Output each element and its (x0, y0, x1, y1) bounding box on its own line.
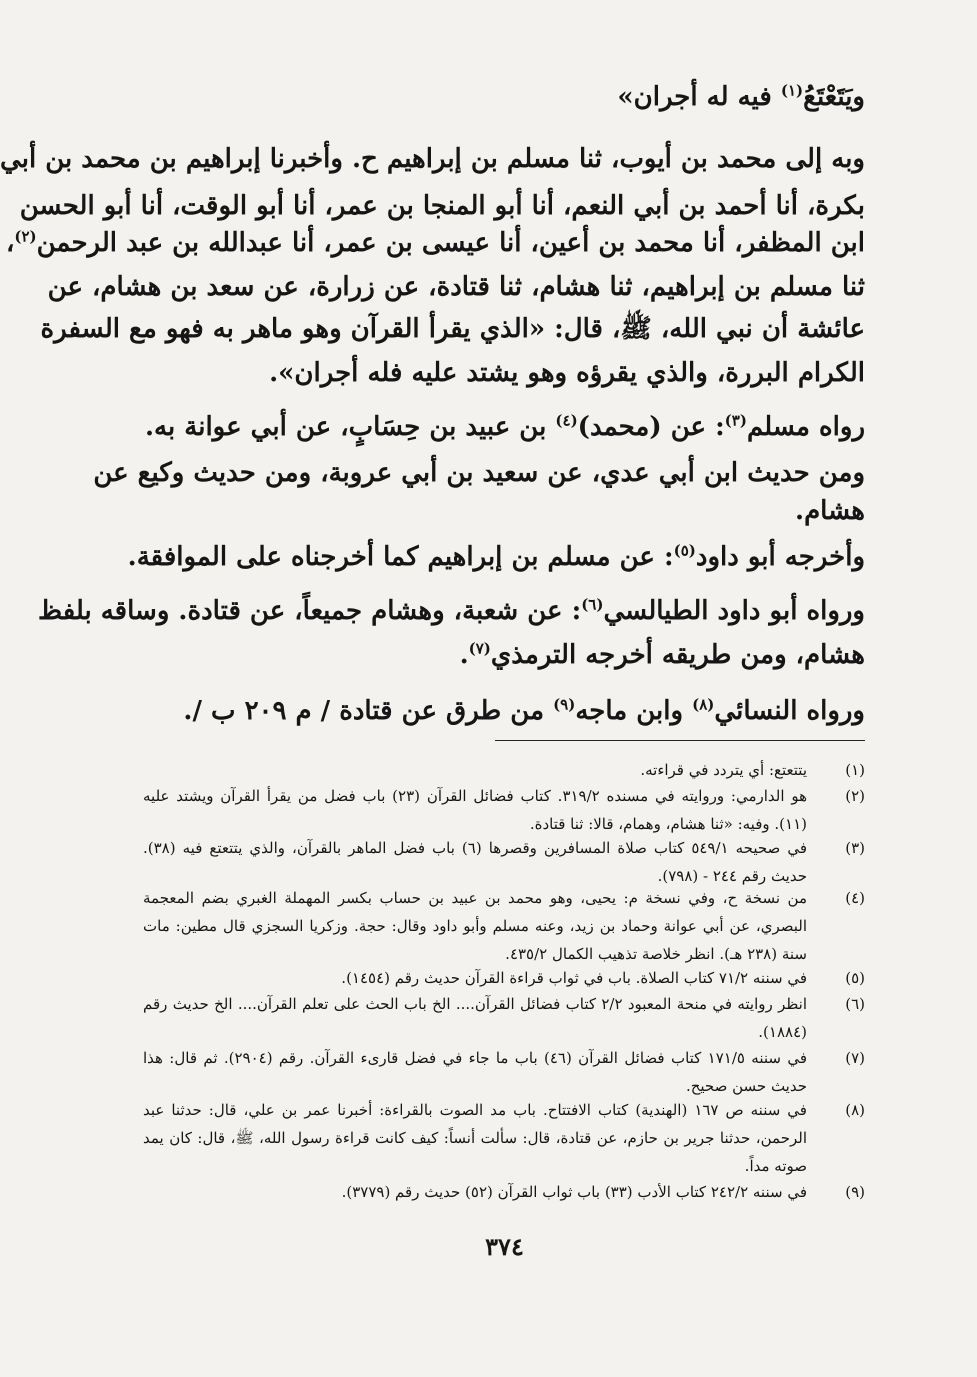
footnote-text: انظر روايته في منحة المعبود ٢/٢ كتاب فضائل القرآن.... الخ باب الحث على تعلم القرآن.... الخ حديث رقم (١٨٨٤). (143, 995, 807, 1041)
footnote-ref[interactable]: (١) (780, 81, 804, 100)
main-line-6 (40, 306, 865, 352)
main-line-12 (38, 588, 865, 634)
main-line-text: بكرة، أنا أحمد بن أبي النعم، أنا أبو المنجا بن عمر، أنا أبو الوقت، أنا أبو الحسن (19, 191, 865, 221)
main-line-2 (0, 136, 865, 182)
main-line-text: ابن المظفر، أنا محمد بن أعين، أنا عيسى بن عمر، أنا عبدالله بن عبد الرحمن (36, 228, 865, 258)
footnote-number: (٨) (845, 1101, 865, 1119)
main-line-8 (143, 404, 865, 450)
main-line-text: وبه إلى محمد بن أيوب، ثنا مسلم بن إبراهيم ح. وأخبرنا إبراهيم بن محمد بن أبي (0, 144, 865, 174)
footnote-number: (٦) (845, 995, 865, 1013)
main-line-11 (127, 534, 865, 580)
footnote-ref[interactable]: (٥) (673, 541, 696, 560)
footnote-4 (143, 884, 865, 968)
footnote-number: (٤) (845, 889, 865, 907)
footnote-number: (٥) (845, 969, 865, 987)
footnote-text: في سننه ١٧١/٥ كتاب فضائل القرآن (٤٦) باب ما جاء في فضل قارىء القرآن. رقم (٢٩٠٤). ثم قال: هذا حديث حسن صحيح. (143, 1049, 807, 1095)
main-line-text: : عن شعبة، وهشام جميعاً، عن قتادة. وساقه بلفظ (38, 596, 582, 626)
main-line-text: وأخرجه أبو داود (695, 542, 865, 572)
main-line-text: من طرق عن قتادة / م ٢٠٩ ب /. (183, 696, 554, 726)
footnote-number: (١) (845, 761, 865, 779)
main-line-5 (47, 264, 865, 310)
main-line-text: ورواه النسائي (714, 696, 865, 726)
main-line-13 (143, 632, 865, 678)
main-line-text: . (459, 640, 469, 670)
main-line-text: الكرام البررة، والذي يقرؤه وهو يشتد عليه فله أجران». (269, 358, 865, 388)
main-line-1 (143, 74, 865, 120)
main-line-text: ، (5, 228, 15, 258)
main-line-text: ثنا مسلم بن إبراهيم، ثنا هشام، ثنا قتادة، عن زرارة، عن سعد بن هشام، عن (47, 272, 865, 302)
footnote-7 (143, 1044, 865, 1100)
footnote-5 (143, 964, 865, 992)
page-number: ٣٧٤ (485, 1232, 524, 1261)
footnote-number: (٣) (845, 839, 865, 857)
footnote-9 (143, 1178, 865, 1206)
main-line-text: رواه مسلم (746, 412, 865, 442)
footnote-ref[interactable]: (٢) (14, 227, 37, 246)
footnote-ref[interactable]: (٧) (468, 639, 491, 658)
footnote-text: هو الدارمي: وروايته في مسنده ٣١٩/٢. كتاب فضائل القرآن (٢٣) باب فضل من يقرأ القرآن ويشتد عليه (١١). وفيه: «ثنا هشام، وهمام، قالا: ثنا قتادة. (143, 787, 808, 833)
main-line-text: ورواه أبو داود الطيالسي (603, 596, 865, 626)
footnote-number: (٢) (845, 787, 865, 805)
main-line-text: ومن حديث ابن أبي عدي، عن سعيد بن أبي عروبة، ومن حديث وكيع عن (93, 458, 865, 488)
main-line-10 (143, 488, 865, 534)
main-line-text: ويَتَعْتَعُ (803, 82, 865, 112)
main-line-text: فيه له أجران» (617, 82, 781, 112)
footnote-divider (495, 740, 865, 741)
footnote-text: في سننه ٧١/٢ كتاب الصلاة. باب في ثواب قراءة القرآن حديث رقم (١٤٥٤). (341, 969, 807, 987)
main-line-4 (5, 220, 865, 266)
footnote-text: في سننه ٢٤٢/٢ كتاب الأدب (٣٣) باب ثواب القرآن (٥٢) حديث رقم (٣٧٧٩). (341, 1183, 807, 1201)
main-line-text: وابن ماجه (575, 696, 693, 726)
main-line-text: عائشة أن نبي الله، ﷺ، قال: «الذي يقرأ القرآن وهو ماهر به فهو مع السفرة (40, 314, 865, 344)
footnote-text: يتتعتع: أي يتردد في قراءته. (640, 761, 807, 779)
footnote-3 (143, 834, 865, 890)
main-line-14 (143, 688, 865, 734)
footnote-text: في سننه ص ١٦٧ (الهندية) كتاب الافتتاح. باب مد الصوت بالقراءة: أخبرنا عمر بن علي، قال: حدثنا عبد الرحمن، حدثنا جرير بن حازم، عن قتادة، قال: سألت أنساً: كيف كانت قراءة رسول الله، ﷺ، قال: كان يمد صوته مداً. (143, 1101, 807, 1175)
footnote-ref[interactable]: (٤) (555, 411, 578, 430)
footnote-ref[interactable]: (٨) (692, 695, 715, 714)
footnote-6 (143, 990, 865, 1046)
footnote-number: (٧) (845, 1049, 865, 1067)
footnote-number: (٩) (845, 1183, 865, 1201)
footnote-text: في صحيحه ٥٤٩/١ كتاب صلاة المسافرين وقصرها (٦) باب فضل الماهر بالقرآن، والذي يتتعتع فيه (٣٨). حديث رقم ٢٤٤ - (٧٩٨). (143, 839, 807, 885)
footnote-ref[interactable]: (٩) (553, 695, 576, 714)
footnote-text: من نسخة ح، وفي نسخة م: يحيى، وهو محمد بن عبيد بن حساب بكسر المهملة الغبري بضم المعجمة البصري، عن أبي عوانة وحماد بن زيد، وعنه مسلم وأبو داود وقال: حجة. وزكريا السجزي قال مطين: مات سنة (٢٣٨ هـ). انظر خلاصة تذهيب الكمال ٤٣٥/٢. (143, 889, 807, 963)
main-line-text: : عن (محمد) (577, 412, 725, 442)
footnote-1 (143, 756, 865, 784)
footnote-ref[interactable]: (٣) (724, 411, 747, 430)
main-line-text: هشام. (795, 496, 865, 526)
main-line-text: بن عبيد بن حِسَابٍ، عن أبي عوانة به. (145, 412, 556, 442)
main-line-7 (143, 350, 865, 396)
main-line-text: : عن مسلم بن إبراهيم كما أخرجناه على الموافقة. (127, 542, 674, 572)
main-line-text: هشام، ومن طريقه أخرجه الترمذي (490, 640, 865, 670)
footnote-ref[interactable]: (٦) (581, 595, 604, 614)
footnote-2 (143, 782, 865, 838)
footnote-8 (143, 1096, 865, 1180)
